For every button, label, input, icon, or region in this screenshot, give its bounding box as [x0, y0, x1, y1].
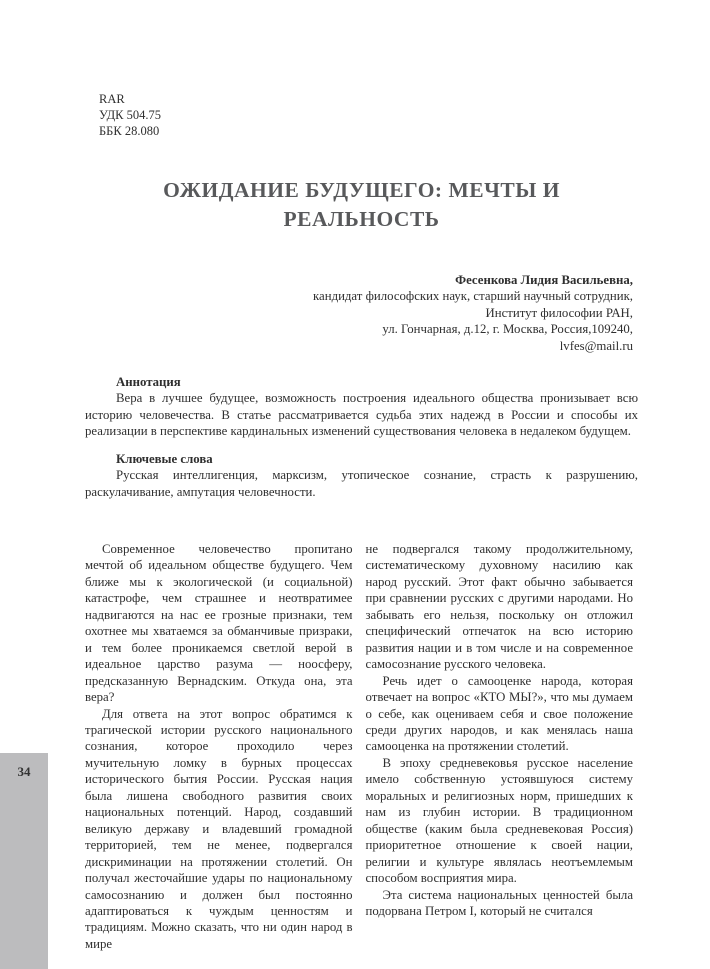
author-block [313, 272, 633, 354]
abstract-heading: Аннотация [116, 375, 181, 389]
keywords-text: Русская интеллигенция, марксизм, утопическое сознание, страсть к разрушению, раскулачивание, ампутация человечности. [85, 468, 638, 499]
body-paragraph: Для ответа на этот вопрос обратимся к трагической истории русского национального сознания, которое проходило через мучительную ломку в бурных процессах исторического бытия России. Русская нация была лишена свободного развития своих национальных потенций. Народ, создавший великую державу и владевший громадной территорией, тем не менее, подвергался дискриминации на протяжении столетий. Он получал жесточайшие удары по национальному самосознанию и должен был постоянно адаптироваться к чуждым ценностям и традициям. Можно сказать, что ни один народ в мире [85, 706, 353, 951]
body-columns [85, 541, 633, 952]
author-email: lvfes@mail.ru [559, 338, 633, 353]
abstract-text: Вера в лучшее будущее, возможность построения идеального общества пронизывает всю историю человечества. В статье рассматривается судьба этих надежд в России и способы их реализации в перспективе кардинальных изменений существования человека в недалеком будущем. [85, 391, 638, 439]
abstract-section [85, 374, 638, 440]
body-paragraph: не подвергался такому продолжительному, систематическому духовному насилию как народ русский. Этот факт обычно забывается при сравнении русских с другими народами. Но забывать его нельзя, поскольку он отложил специфический отпечаток на всю историю развития нации и в том числе и на современное самосознание русского человека. [365, 542, 633, 672]
code-rar: RAR [99, 92, 125, 106]
right-column [366, 541, 634, 952]
classification-codes [99, 91, 161, 139]
author-address: ул. Гончарная, д.12, г. Москва, Россия,109240, [382, 322, 633, 337]
author-affiliation: Институт философии РАН, [485, 305, 633, 320]
keywords-section [85, 451, 638, 500]
code-udk: УДК 504.75 [99, 108, 161, 122]
body-paragraph: В эпоху средневековья русское население имело собственную устоявшуюся систему моральных и религиозных норм, пришедших к нам из глубин истории. В традиционном обществе (каким была средневековая Россия) приоритетное отношение к своей нации, религии и культуре являлась неотъемлемым способом восприятия мира. [365, 755, 633, 886]
page-number: 34 [17, 764, 31, 779]
body-paragraph: Речь идет о самооценке народа, которая отвечает на вопрос «КТО МЫ?», что мы думаем о себе, как оцениваем себя и свое положение среди других народов, и как менялась наша самооценка на протяжении столетий. [365, 673, 633, 754]
left-column [85, 541, 353, 952]
body-paragraph: Современное человечество пропитано мечтой об идеальном обществе будущего. Чем ближе мы к экологической (и социальной) катастрофе, чем страшнее и неотвратимее надвигаются на нас ее грозные признаки, тем охотнее мы хватаемся за обманчивые призраки, и тем более проникаемся светлой верой в идеальное царство разума — ноосферу, предсказанную Вернадским. Откуда она, эта вера? [85, 542, 353, 705]
code-bbk: ББК 28.080 [99, 124, 160, 138]
author-degree: кандидат философских наук, старший научный сотрудник, [313, 289, 633, 304]
keywords-heading: Ключевые слова [116, 452, 213, 466]
article-title: ОЖИДАНИЕ БУДУЩЕГО: МЕЧТЫ И РЕАЛЬНОСТЬ [163, 178, 560, 231]
page-number-tab [0, 753, 48, 969]
body-paragraph: Эта система национальных ценностей была подорвана Петром I, который не считался [365, 887, 633, 918]
author-name: Фесенкова Лидия Васильевна, [455, 273, 633, 287]
